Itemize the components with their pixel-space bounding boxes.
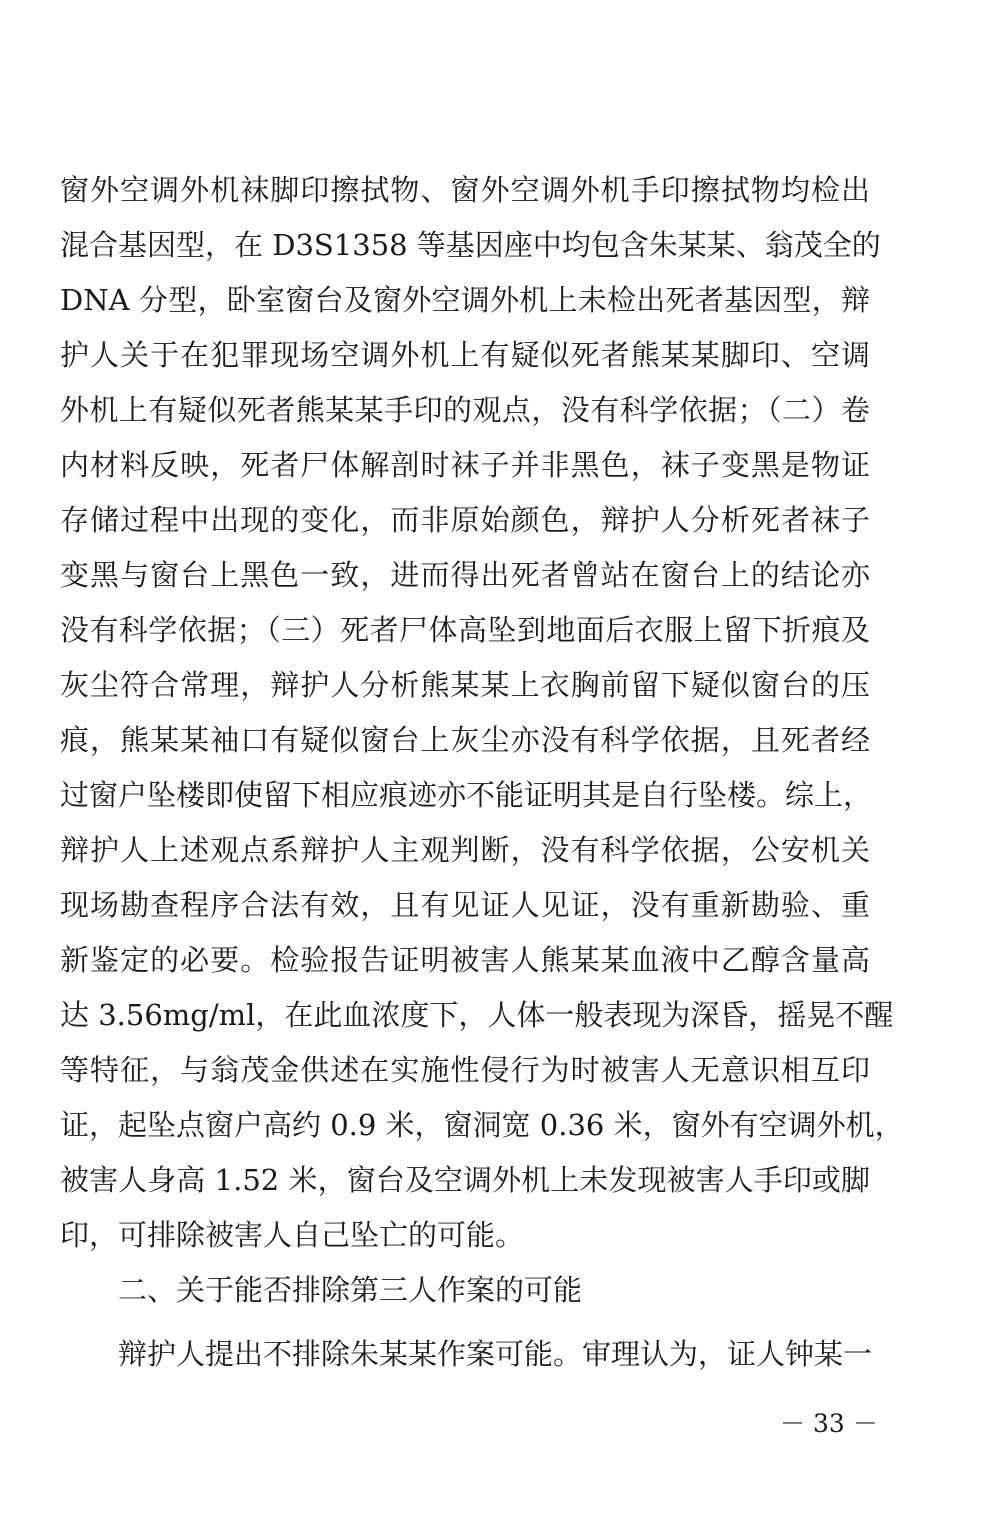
text-line: 变黑与窗台上黑色一致，进而得出死者曾站在窗台上的结论亦 bbox=[60, 558, 870, 592]
section-heading: 二、关于能否排除第三人作案的可能 bbox=[118, 1273, 583, 1307]
text-line: 辩护人上述观点系辩护人主观判断，没有科学依据，公安机关 bbox=[60, 833, 870, 867]
text-line: 护人关于在犯罪现场空调外机上有疑似死者熊某某脚印、空调 bbox=[60, 338, 870, 372]
text-line: 痕，熊某某袖口有疑似窗台上灰尘亦没有科学依据，且死者经 bbox=[60, 723, 870, 757]
text-line: 被害人身高 1.52 米，窗台及空调外机上未发现被害人手印或脚 bbox=[60, 1163, 870, 1197]
text-line: 辩护人提出不排除朱某某作案可能。审理认为，证人钟某一 bbox=[118, 1337, 873, 1371]
text-line: 窗外空调外机袜脚印擦拭物、窗外空调外机手印擦拭物均检出 bbox=[60, 173, 870, 207]
text-line: 没有科学依据；（三）死者尸体高坠到地面后衣服上留下折痕及 bbox=[60, 613, 870, 647]
text-line: 印，可排除被害人自己坠亡的可能。 bbox=[60, 1218, 525, 1252]
text-line: 达 3.56mg/ml，在此血浓度下，人体一般表现为深昏，摇晃不醒 bbox=[60, 998, 894, 1032]
text-line: 内材料反映，死者尸体解剖时袜子并非黑色，袜子变黑是物证 bbox=[60, 448, 870, 482]
page-number: － 33 － bbox=[780, 1409, 878, 1438]
text-line: 现场勘查程序合法有效，且有见证人见证，没有重新勘验、重 bbox=[60, 888, 870, 922]
text-line: 灰尘符合常理，辩护人分析熊某某上衣胸前留下疑似窗台的压 bbox=[60, 668, 870, 702]
text-line: 新鉴定的必要。检验报告证明被害人熊某某血液中乙醇含量高 bbox=[60, 943, 870, 977]
text-line: DNA 分型，卧室窗台及窗外空调外机上未检出死者基因型，辩 bbox=[60, 283, 870, 317]
text-line: 等特征，与翁茂金供述在实施性侵行为时被害人无意识相互印 bbox=[60, 1053, 870, 1087]
text-line: 过窗户坠楼即使留下相应痕迹亦不能证明其是自行坠楼。综上， bbox=[60, 778, 873, 812]
text-line: 存储过程中出现的变化，而非原始颜色，辩护人分析死者袜子 bbox=[60, 503, 870, 537]
text-line: 证，起坠点窗户高约 0.9 米，窗洞宽 0.36 米，窗外有空调外机， bbox=[60, 1108, 904, 1142]
text-line: 混合基因型，在 D3S1358 等基因座中均包含朱某某、翁茂全的 bbox=[60, 228, 881, 262]
text-line: 外机上有疑似死者熊某某手印的观点，没有科学依据；（二）卷 bbox=[60, 393, 870, 427]
